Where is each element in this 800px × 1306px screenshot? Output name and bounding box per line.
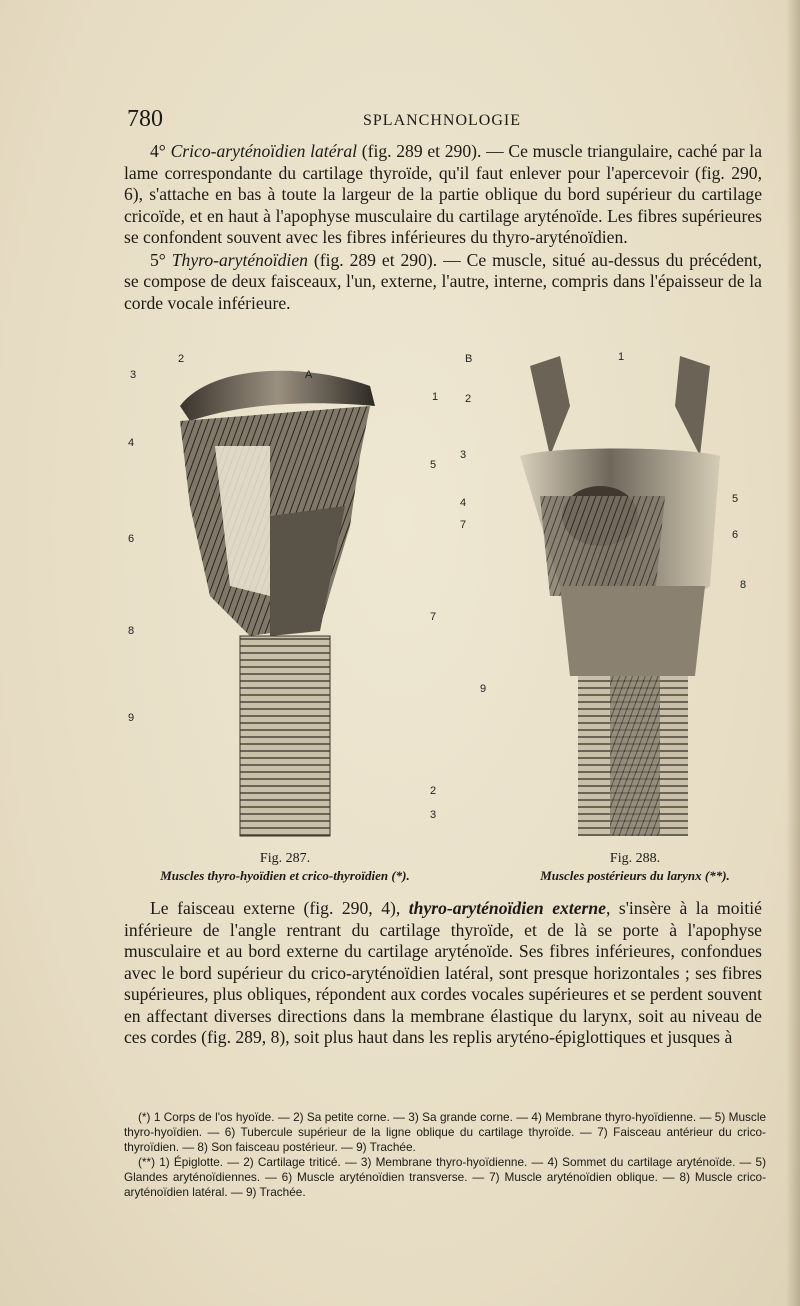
figures-block bbox=[120, 346, 770, 846]
section-4-text: (fig. 289 et 290). — Ce muscle triangulaire, caché par la lame correspondante du cartilage thyroïde, qu'il faut enlever pour l'apercevoir (fig. 290, 6), s'attache en bas à toute la largeur de la partie oblique du bord supérieur du cartilage cricoïde, et en haut à l'apophyse musculaire du cartilage aryténoïde. Les fibres supérieures se confondent souvent avec les fibres inférieures du thyro-aryténoïdien. bbox=[124, 141, 763, 247]
figure-287-title: Fig. 287. bbox=[259, 851, 311, 866]
figure-287-subtitle: Muscles thyro-hyoïdien et crico-thyroïdien (*). bbox=[160, 868, 410, 883]
fig287-label-9: 9 bbox=[128, 712, 135, 724]
paragraph-text: , s'insère à la moitié inférieure de l'angle rentrant du cartilage thyroïde, et de là se porte à l'apophyse musculaire et au bord externe du cartilage aryténoïde. Ses fibres inférieures, confondues avec le bord supérieur du crico-aryténoïdien latéral, sont presque horizontales ; ses fibres supérieures, plus obliques, répondent aux cordes vocales supérieures et se perdent souvent en affectant diverses directions dans la membrane élastique du larynx, soit au niveau de ces cordes (fig. 289, 8), soit plus haut dans les replis aryténo-épiglottiques et jusques à bbox=[124, 898, 762, 1047]
fig288-label-7: 7 bbox=[460, 519, 467, 531]
footnote-1: (*) 1 Corps de l'os hyoïde. — 2) Sa petite corne. — 3) Sa grande corne. — 4) Membrane thyro-hyoïdienne. — 5) Muscle thyro-hyoïdien. — 6) Tubercule supérieur de la ligne oblique du cartilage thyroïde. — 7) Faisceau antérieur du crico-thyroïdien. — 8) Son faisceau postérieur. — 9) Trachée. bbox=[124, 1110, 766, 1154]
footnote-2: (**) 1) Épiglotte. — 2) Cartilage triticé. — 3) Membrane thyro-hyoïdienne. — 4) Sommet du cartilage aryténoïde. — 5) Glandes aryténoïdiennes. — 6) Muscle aryténoïdien transverse. — 7) Muscle aryténoïdien oblique. — 8) Muscle crico-aryténoïdien latéral. — 9) Trachée. bbox=[124, 1155, 766, 1199]
fig288-label-5: 5 bbox=[732, 493, 739, 505]
fig287-label-5: 5 bbox=[430, 459, 437, 471]
running-head: SPLANCHNOLOGIE bbox=[363, 112, 521, 129]
section-5-paragraph bbox=[124, 250, 762, 315]
anatomy-figures bbox=[120, 346, 770, 846]
fig288-label-8: 8 bbox=[740, 579, 747, 591]
fig287-label-A: A bbox=[305, 369, 313, 381]
body-paragraph bbox=[124, 898, 762, 1049]
figure-288-drawing bbox=[520, 356, 720, 836]
fig288-label-B: B bbox=[465, 353, 473, 365]
figure-287-caption bbox=[150, 850, 420, 884]
section-5-title: Thyro-aryténoïdien bbox=[171, 249, 308, 270]
fig287-label-3-bottom: 3 bbox=[430, 809, 437, 821]
fig287-label-3: 3 bbox=[130, 369, 137, 381]
section-5-text: (fig. 289 et 290). — Ce muscle, situé au-dessus du précédent, se compose de deux faisceaux, l'un, externe, l'autre, interne, compris dans l'épaisseur de la corde vocale inférieure. bbox=[124, 249, 762, 313]
footnotes bbox=[124, 1110, 766, 1200]
page-header bbox=[127, 106, 757, 136]
page-number: 780 bbox=[127, 106, 163, 132]
figure-288-subtitle: Muscles postérieurs du larynx (**). bbox=[540, 868, 730, 883]
fig287-label-2-bottom: 2 bbox=[430, 785, 437, 797]
fig288-label-1: 1 bbox=[618, 351, 625, 363]
figure-288-title: Fig. 288. bbox=[609, 851, 661, 866]
fig288-label-3: 3 bbox=[460, 449, 467, 461]
fig288-label-6: 6 bbox=[732, 529, 739, 541]
fig288-label-9: 9 bbox=[480, 683, 487, 695]
paragraph-term: thyro-aryténoïdien externe bbox=[408, 898, 606, 918]
fig287-label-4: 4 bbox=[128, 437, 135, 449]
section-4-number: 4° bbox=[150, 141, 166, 161]
page-edge-shadow bbox=[786, 0, 800, 1306]
section-4-title: Crico-aryténoïdien latéral bbox=[170, 141, 358, 161]
fig287-label-2-top: 2 bbox=[178, 353, 185, 365]
intro-text bbox=[124, 141, 762, 314]
thyro-arytenoidien-paragraph bbox=[124, 898, 762, 1049]
section-5-number: 5° bbox=[150, 249, 166, 270]
section-4-paragraph bbox=[124, 141, 762, 249]
fig287-label-1: 1 bbox=[432, 391, 439, 403]
fig287-label-6: 6 bbox=[128, 533, 135, 545]
fig288-label-4: 4 bbox=[460, 497, 467, 509]
figure-288-caption bbox=[490, 850, 780, 884]
figure-287-drawing bbox=[180, 371, 375, 836]
fig287-label-7: 7 bbox=[430, 611, 437, 623]
paragraph-lead: Le faisceau externe (fig. 290, 4), bbox=[150, 898, 409, 918]
fig288-label-2: 2 bbox=[465, 393, 472, 405]
fig287-label-8: 8 bbox=[128, 625, 135, 637]
